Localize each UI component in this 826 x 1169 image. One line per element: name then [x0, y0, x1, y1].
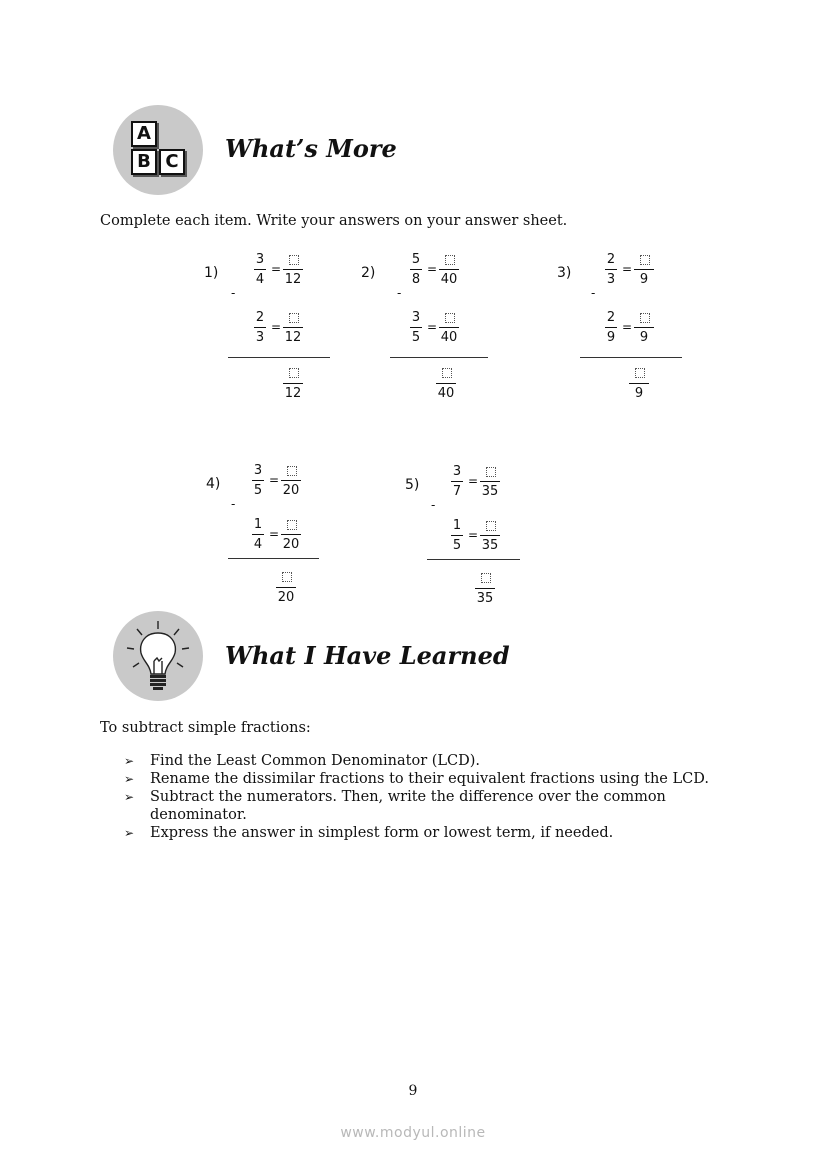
result-answer-box	[282, 572, 292, 582]
minuend-numerator: 3	[255, 252, 265, 267]
equals-sign: =	[468, 528, 479, 542]
page-number: 9	[408, 1083, 418, 1099]
minuend-denominator: 4	[255, 272, 265, 287]
result-fraction-bar	[436, 383, 456, 384]
answer-box	[289, 313, 299, 323]
answer-box	[287, 520, 297, 530]
minus-sign: -	[591, 286, 596, 300]
minuend-fraction-bar	[252, 480, 264, 481]
equals-sign: =	[622, 262, 633, 276]
subtrahend-denominator: 3	[255, 330, 265, 345]
minuend-denominator: 5	[253, 483, 263, 498]
subtrahend-lcd: 12	[284, 330, 302, 345]
subtrahend-lcd: 20	[282, 537, 300, 552]
minus-sign: -	[431, 498, 436, 512]
result-fraction-bar	[283, 383, 303, 384]
problem-label: 4)	[206, 476, 221, 492]
minuend-equivalent-bar	[634, 269, 654, 270]
subtrahend-fraction-bar	[410, 327, 422, 328]
subtrahend-equivalent-bar	[439, 327, 459, 328]
result-line	[390, 357, 488, 358]
minuend-fraction-bar	[451, 481, 463, 482]
minuend-lcd: 40	[440, 272, 458, 287]
answer-box	[486, 521, 496, 531]
minuend-denominator: 3	[606, 272, 616, 287]
subtrahend-lcd: 40	[440, 330, 458, 345]
equals-sign: =	[427, 320, 438, 334]
steps-list	[124, 752, 764, 842]
arrow-bullet-icon: ➢	[124, 790, 135, 804]
minuend-equivalent-bar	[283, 269, 303, 270]
subtrahend-numerator: 1	[253, 517, 263, 532]
equals-sign: =	[622, 320, 633, 334]
answer-box	[445, 313, 455, 323]
minuend-numerator: 3	[452, 464, 462, 479]
minus-sign: -	[397, 286, 402, 300]
result-answer-box	[289, 368, 299, 378]
subtrahend-equivalent-bar	[480, 535, 500, 536]
abc-blocks-icon	[113, 105, 203, 195]
step-text: Rename the dissimilar fractions to their equivalent fractions using the LCD.	[150, 771, 709, 787]
minuend-lcd: 9	[639, 272, 649, 287]
lightbulb-icon	[113, 611, 203, 701]
subtrahend-fraction-bar	[254, 327, 266, 328]
minuend-numerator: 5	[411, 252, 421, 267]
instruction-text: Complete each item. Write your answers on your answer sheet.	[100, 213, 568, 229]
minuend-equivalent-bar	[480, 481, 500, 482]
block-c: C	[159, 149, 185, 175]
minuend-numerator: 2	[606, 252, 616, 267]
subtrahend-equivalent-bar	[634, 327, 654, 328]
minuend-denominator: 7	[452, 484, 462, 499]
subtrahend-numerator: 3	[411, 310, 421, 325]
list-item	[124, 824, 764, 842]
result-line	[580, 357, 682, 358]
equals-sign: =	[271, 262, 282, 276]
minuend-lcd: 12	[284, 272, 302, 287]
block-a: A	[131, 121, 157, 147]
subtrahend-fraction-bar	[252, 534, 264, 535]
learned-intro: To subtract simple fractions:	[100, 720, 311, 736]
minuend-fraction-bar	[410, 269, 422, 270]
equals-sign: =	[468, 474, 479, 488]
minuend-equivalent-bar	[439, 269, 459, 270]
equals-sign: =	[271, 320, 282, 334]
result-lcd: 9	[634, 386, 644, 401]
equals-sign: =	[269, 473, 280, 487]
minus-sign: -	[231, 497, 236, 511]
subtrahend-numerator: 2	[606, 310, 616, 325]
subtrahend-numerator: 1	[452, 518, 462, 533]
problem-label: 5)	[405, 477, 420, 493]
problem-label: 1)	[204, 265, 219, 281]
list-item	[124, 770, 764, 788]
arrow-bullet-icon: ➢	[124, 772, 135, 786]
result-answer-box	[635, 368, 645, 378]
result-fraction-bar	[475, 588, 495, 589]
step-text: Express the answer in simplest form or lowest term, if needed.	[150, 825, 614, 841]
minus-sign: -	[231, 286, 236, 300]
result-lcd: 12	[284, 386, 302, 401]
section-title-learned: What I Have Learned	[225, 641, 510, 670]
result-fraction-bar	[276, 587, 296, 588]
step-text: Subtract the numerators. Then, write the difference over the common denominator.	[150, 789, 666, 823]
subtrahend-lcd: 9	[639, 330, 649, 345]
arrow-bullet-icon: ➢	[124, 754, 135, 768]
subtrahend-denominator: 5	[411, 330, 421, 345]
answer-box	[445, 255, 455, 265]
result-lcd: 20	[277, 590, 295, 605]
list-item	[124, 752, 764, 770]
subtrahend-denominator: 4	[253, 537, 263, 552]
answer-box	[486, 467, 496, 477]
result-answer-box	[481, 573, 491, 583]
minuend-denominator: 8	[411, 272, 421, 287]
result-line	[427, 559, 520, 560]
answer-box	[287, 466, 297, 476]
minuend-fraction-bar	[605, 269, 617, 270]
minuend-fraction-bar	[254, 269, 266, 270]
arrow-bullet-icon: ➢	[124, 826, 135, 840]
watermark: www.modyul.online	[340, 1125, 486, 1141]
list-item	[124, 788, 764, 824]
result-lcd: 35	[476, 591, 494, 606]
minuend-numerator: 3	[253, 463, 263, 478]
subtrahend-equivalent-bar	[281, 534, 301, 535]
step-text: Find the Least Common Denominator (LCD).	[150, 753, 481, 769]
result-fraction-bar	[629, 383, 649, 384]
result-line	[228, 357, 330, 358]
answer-box	[289, 255, 299, 265]
minuend-lcd: 20	[282, 483, 300, 498]
minuend-lcd: 35	[481, 484, 499, 499]
block-b: B	[131, 149, 157, 175]
subtrahend-equivalent-bar	[283, 327, 303, 328]
subtrahend-lcd: 35	[481, 538, 499, 553]
subtrahend-denominator: 5	[452, 538, 462, 553]
equals-sign: =	[427, 262, 438, 276]
subtrahend-fraction-bar	[605, 327, 617, 328]
answer-box	[640, 255, 650, 265]
subtrahend-denominator: 9	[606, 330, 616, 345]
result-line	[228, 558, 319, 559]
problem-label: 3)	[557, 265, 572, 281]
section-title-whats-more: What’s More	[225, 134, 397, 163]
result-answer-box	[442, 368, 452, 378]
equals-sign: =	[269, 527, 280, 541]
subtrahend-numerator: 2	[255, 310, 265, 325]
result-lcd: 40	[437, 386, 455, 401]
minuend-equivalent-bar	[281, 480, 301, 481]
problem-label: 2)	[361, 265, 376, 281]
answer-box	[640, 313, 650, 323]
subtrahend-fraction-bar	[451, 535, 463, 536]
